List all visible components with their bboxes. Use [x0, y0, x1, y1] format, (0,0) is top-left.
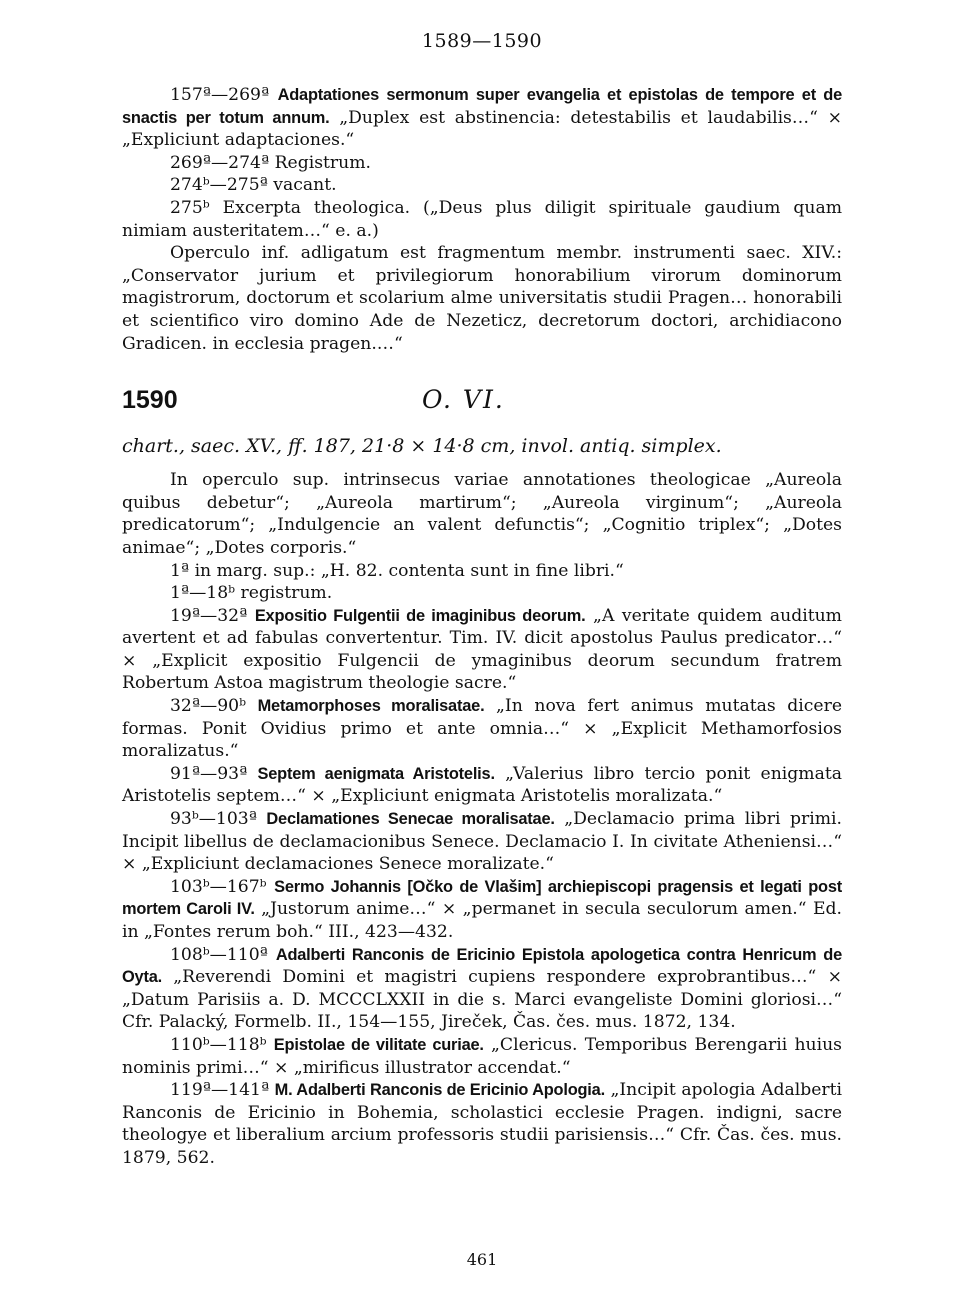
paragraph: 32ª—90ᵇ Metamorphoses moralisatae. „In nova fert animus mutatas dicere formas. Ponit Ovidius primo et ante omnia…“ × „Explicit Methamorfosios moralizatus.“ [122, 696, 842, 762]
paragraph: 1ª in marg. sup.: „H. 82. contenta sunt in fine libri.“ [170, 560, 624, 581]
paragraph: 1ª—18ᵇ registrum. [170, 583, 333, 604]
paragraph: 108ᵇ—110ª Adalberti Ranconis de Ericinio Epistola apologetica contra Henricum de Oyta. „Reverendi Domini et magistri cupiens respondere exprobrantibus…“ × „Datum Parisiis a. D. MCCCLXXII in die s. Marci evangeliste Domini gloriosi…“ Cfr. Palacký, Formelb. II., 154—155, Jireček, Čas. čes. mus. 1872, 134. [122, 944, 842, 1033]
paragraph: 274ᵇ—275ª vacant. [170, 175, 337, 196]
entry-description: chart., saec. XV., ff. 187, 21·8 × 14·8 cm, invol. antiq. simplex. [122, 435, 722, 458]
paragraph: In operculo sup. intrinsecus variae annotationes theologicae „Aureola quibus debetur“; „Aureola martirum“; „Aureola virginum“; „Aureola predicatorum“; „Indulgencie an valent defunctis“; „Cognitio triplex“; „Dotes animae“; „Dotes corporis.“ [122, 470, 842, 558]
paragraph: 110ᵇ—118ᵇ Epistolae de vilitate curiae. „Clericus. Temporibus Berengarii huius nominis primi…“ × „mirificus illustrator accendat.“ [122, 1034, 842, 1078]
paragraph: 157ª—269ª Adaptationes sermonum super evangelia et epistolas de tempore et de snactis per totum annum. „Duplex est abstinencia: detestabilis et laudabilis…“ × „Expliciunt adaptaciones.“ [122, 85, 843, 151]
entry-heading [122, 385, 842, 421]
paragraph: 93ᵇ—103ª Declamationes Senecae moralisatae. „Declamacio prima libri primi. Incipit libellus de declamacionibus Senece. Declamacio I. In civitate Atheniensi…“ × „Expliciunt declamaciones Senece moralizate.“ [122, 809, 842, 875]
page-number: 461 [466, 1250, 498, 1269]
paragraph: 269ª—274ª Registrum. [170, 152, 371, 173]
paragraph: 19ª—32ª Expositio Fulgentii de imaginibus deorum. „A veritate quidem auditum avertent et ad fabulas convertentur. Tim. IV. dicit apostolus Paulus predicator…“ × „Explicit expositio Fulgencii de ymaginibus deorum secundum fratrem Robertum Astoa magistrum theologie sacre.“ [122, 605, 842, 694]
body-block [122, 469, 842, 1169]
top-block [122, 84, 842, 355]
entry-number: 1590 [122, 386, 178, 415]
entry-signature: O. VI. [422, 385, 505, 415]
paragraph: 103ᵇ—167ᵇ Sermo Johannis [Očko de Vlašim] archiepiscopi pragensis et legati post mortem Caroli IV. „Justorum anime…“ × „permanet in secula seculorum amen.“ Ed. in „Fontes rerum boh.“ III., 423—432. [122, 876, 842, 942]
running-head: 1589—1590 [421, 30, 543, 52]
paragraph: 275ᵇ Excerpta theologica. („Deus plus diligit spirituale gaudium quam nimiam austeritatem…“ e. a.) [122, 197, 842, 241]
paragraph: Operculo inf. adligatum est fragmentum membr. instrumenti saec. XIV.: „Conservator jurium et privilegiorum honorabilium virorum dominorum magistrorum, doctorum et scolarium alme universitatis studii Pragen… honorabili et scientifico viro domino Ade de Nezeticz, decretorum doctori, archidiacono Gradicen. in ecclesia pragen.…“ [122, 243, 842, 354]
page [122, 30, 843, 1269]
paragraph: 91ª—93ª Septem aenigmata Aristotelis. „Valerius libro tercio ponit enigmata Aristotelis septem…“ × „Expliciunt enigmata Aristotelis moralizata.“ [122, 763, 842, 807]
paragraph: 119ª—141ª M. Adalberti Ranconis de Ericinio Apologia. „Incipit apologia Adalberti Ranconis de Ericinio in Bohemia, scholastici ecclesie Pragen. indigni, sacre theologye et liberalium arcium professoris studii parisiensis…“ Cfr. Čas. čes. mus. 1879, 562. [122, 1080, 842, 1168]
